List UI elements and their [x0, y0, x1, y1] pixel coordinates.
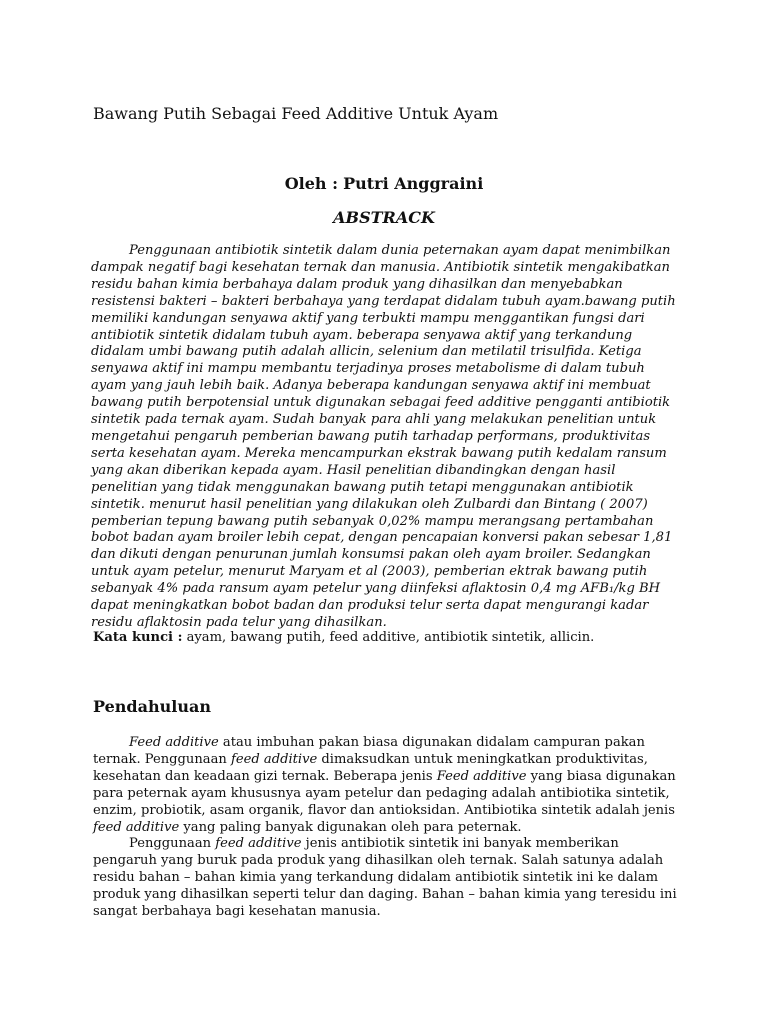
abstract-heading: ABSTRACK [333, 208, 435, 227]
intro-paragraph-2: Penggunaan feed additive jenis antibiotik sintetik ini banyak memberikan pengaruh yang buruk pada produk yang dihasilkan oleh ternak. Salah satunya adalah residu bahan – bahan kimia yang terkandung didalam antibiotik sintetik ini ke dalam produk yang dihasilkan seperti telur dan daging. Bahan – bahan kimia yang teresidu ini sangat berbahaya bagi kesehatan manusia. [93, 836, 677, 919]
keywords-line [93, 630, 594, 645]
abstract-text: Penggunaan antibiotik sintetik dalam dunia peternakan ayam dapat menimbilkan dampak negatif bagi kesehatan ternak dan manusia. Antibiotik sintetik mengakibatkan residu bahan kimia berbahaya dalam produk yang dihasilkan dan menyebabkan resistensi bakteri – bakteri berbahaya yang terdapat didalam tubuh ayam.bawang putih memiliki kandungan senyawa aktif yang terbukti mampu menggantikan fungsi dari antibiotik sintetik didalam tubuh ayam. beberapa senyawa aktif yang terkandung didalam umbi bawang putih adalah allicin, selenium dan metilatil trisulfida. Ketiga senyawa aktif ini mampu membantu terjadinya proses metabolisme di dalam tubuh ayam yang jauh lebih baik. Adanya beberapa kandungan senyawa aktif ini membuat bawang putih berpotensial untuk digunakan sebagai feed additive pengganti antibiotik sintetik pada ternak ayam. Sudah banyak para ahli yang melakukan penelitian untuk mengetahui pengaruh pemberian bawang putih tarhadap performans, produktivitas serta kesehatan ayam. Mereka mencampurkan ekstrak bawang putih kedalam ransum yang akan diberikan kepada ayam. Hasil penelitian dibandingkan dengan hasil penelitian yang tidak menggunakan bawang putih tetapi menggunakan antibiotik sintetik. menurut hasil penelitian yang dilakukan oleh Zulbardi dan Bintang ( 2007) pemberian tepung bawang putih sebanyak 0,02% mampu merangsang pertambahan bobot badan ayam broiler lebih cepat, dengan pencapaian konversi pakan sebesar 1,81 dan dikuti dengan penurunan jumlah konsumsi pakan oleh ayam broiler. Sedangkan untuk ayam petelur, menurut Maryam et al (2003), pemberian ektrak bawang putih sebanyak 4% pada ransum ayam petelur yang diinfeksi aflaktosin 0,4 mg AFB₁/kg BH dapat meningkatkan bobot badan dan produksi telur serta dapat mengurangi kadar residu aflaktosin pada telur yang dihasilkan. [91, 243, 676, 630]
keywords-label: Kata kunci : [93, 630, 183, 645]
document-title: Bawang Putih Sebagai Feed Additive Untuk Ayam [93, 104, 499, 123]
author-label: Oleh : [284, 174, 339, 193]
author-line [0, 174, 768, 193]
section-heading-pendahuluan: Pendahuluan [93, 697, 211, 716]
intro-paragraph-1: Feed additive atau imbuhan pakan biasa digunakan didalam campuran pakan ternak. Penggunaan feed additive dimaksudkan untuk meningkatkan produktivitas, kesehatan dan keadaan gizi ternak. Beberapa jenis Feed additive yang biasa digunakan para peternak ayam khususnya ayam petelur dan pedaging adalah antibiotika sintetik, enzim, probiotik, asam organik, flavor dan antioksidan. Antibiotika sintetik adalah jenis feed additive yang paling banyak digunakan oleh para peternak. [93, 735, 676, 835]
keywords-text: ayam, bawang putih, feed additive, antibiotik sintetik, allicin. [186, 630, 595, 645]
author-name: Putri Anggraini [343, 174, 484, 193]
